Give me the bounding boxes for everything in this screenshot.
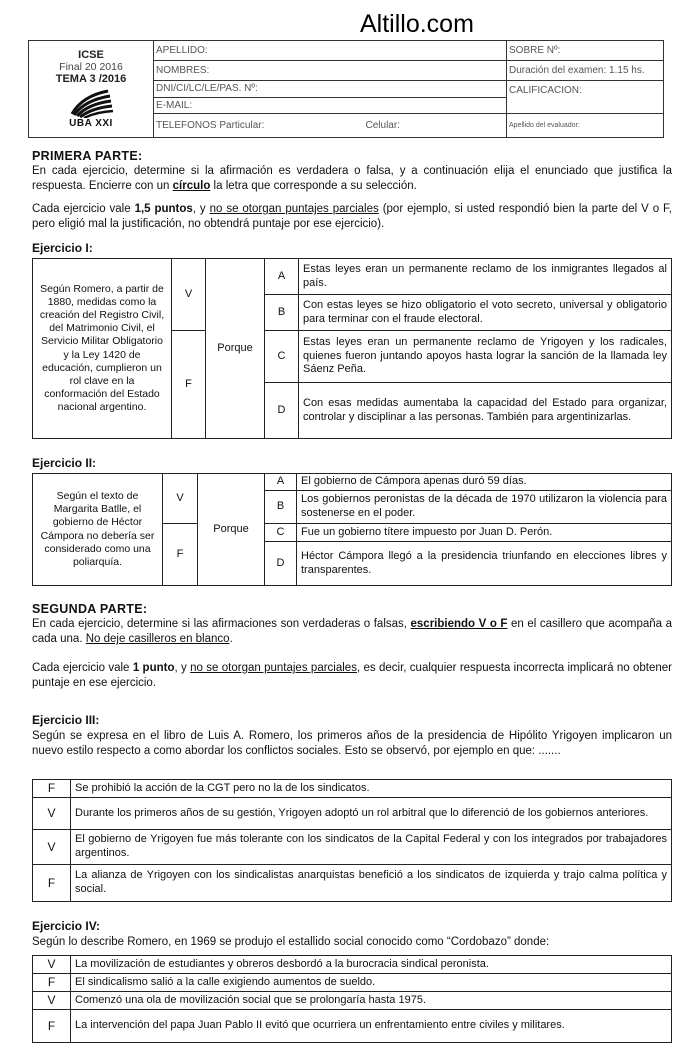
- duracion-label: Duración del examen: 1.15 hs.: [507, 61, 664, 81]
- ex1-option-b: Con estas leyes se hizo obligatorio el voto secreto, universal y obligatorio para terminar con el fraude electoral.: [299, 295, 672, 331]
- ex1-v-option[interactable]: V: [172, 259, 206, 331]
- ex1-porque: Porque: [206, 259, 265, 439]
- ex2-letter-c[interactable]: C: [265, 524, 297, 542]
- dni-field[interactable]: DNI/CI/LC/LE/PAS. Nº:: [154, 81, 507, 97]
- ex2-letter-a[interactable]: A: [265, 474, 297, 491]
- ex2-option-a: El gobierno de Cámpora apenas duró 59 días.: [297, 474, 672, 491]
- watermark-text: Altillo.com: [360, 10, 474, 38]
- apellido-field[interactable]: APELLIDO:: [154, 41, 507, 61]
- part1-section: [32, 148, 672, 257]
- ex1-letter-a[interactable]: A: [265, 259, 299, 295]
- ex1-option-a: Estas leyes eran un permanente reclamo de los inmigrantes llegados al país.: [299, 259, 672, 295]
- ex2-option-c: Fue un gobierno títere impuesto por Juan D. Perón.: [297, 524, 672, 542]
- ex4-statement-2: El sindicalismo salió a la calle exigiendo aumentos de sueldo.: [71, 974, 672, 992]
- part2-instructions: En cada ejercicio, determine si las afirmaciones son verdaderas o falsas, escribiendo V o F en el casillero que acompaña a cada una. No deje casilleros en blanco.: [32, 618, 672, 646]
- ex4-mark-4[interactable]: F: [33, 1010, 71, 1043]
- tema-label: TEMA 3 /2016: [55, 73, 127, 86]
- nombres-field[interactable]: NOMBRES:: [154, 61, 507, 81]
- sobre-field[interactable]: SOBRE Nº:: [507, 41, 664, 61]
- ex1-letter-b[interactable]: B: [265, 295, 299, 331]
- ex4-statement-4: La intervención del papa Juan Pablo II evitó que ocurriera un enfrentamiento entre civiles y militares.: [71, 1010, 672, 1043]
- institution-label: ICSE: [78, 48, 104, 61]
- ex1-statement: Según Romero, a partir de 1880, medidas como la creación del Registro Civil, del Matrimonio Civil, el Servicio Militar Obligatorio y la Ley 1420 de educación, cumplieron un rol clave en la conformación del Estado nacional argentino.: [33, 259, 172, 439]
- ex4-statement-1: La movilización de estudiantes y obreros desbordó a la burocracia sindical peronista.: [71, 956, 672, 974]
- exam-label: Final 20 2016: [59, 61, 123, 74]
- ex3-intro: Según se expresa en el libro de Luis A. Romero, los primeros años de la presidencia de Hipólito Yrigoyen implicaron un nuevo estilo respecto a como abordar los conflictos sociales. Esto se observó, por ejemplo en que: .......: [32, 729, 672, 757]
- ex2-option-b: Los gobiernos peronistas de la década de 1970 utilizaron la violencia para sostenerse en el poder.: [297, 491, 672, 524]
- ex3-mark-3[interactable]: V: [33, 830, 71, 865]
- ex2-table: [32, 473, 672, 586]
- part1-value: Cada ejercicio vale 1,5 puntos, y no se otorgan puntajes parciales (por ejemplo, si usted respondió bien la parte del V o F, pero eligió mal la justificación, no obtendrá puntaje por ese ejercicio).: [32, 203, 673, 231]
- ex4-statement-3: Comenzó una ola de movilización social que se prolongaría hasta 1975.: [71, 992, 672, 1010]
- ex1-table: [32, 258, 672, 439]
- ex2-option-d: Héctor Cámpora llegó a la presidencia triunfando en elecciones libres y transparentes.: [297, 542, 672, 586]
- ex3-statement-1: Se prohibió la acción de la CGT pero no la de los sindicatos.: [71, 780, 672, 798]
- celular-field[interactable]: Celular:: [364, 113, 507, 137]
- ex4-intro: Según lo describe Romero, en 1969 se produjo el estallido social conocido como “Cordobazo” donde:: [32, 935, 550, 948]
- calificacion-field[interactable]: CALIFICACION:: [507, 81, 664, 113]
- ex2-f-option[interactable]: F: [163, 524, 198, 586]
- ex4-table: [32, 955, 672, 1043]
- ex2-letter-d[interactable]: D: [265, 542, 297, 586]
- part1-title: PRIMERA PARTE:: [32, 149, 143, 163]
- ex1-option-d: Con esas medidas aumentaba la capacidad del Estado para organizar, controlar y disciplinar a las personas. También para argentinizarlas.: [299, 383, 672, 439]
- ex1-f-option[interactable]: F: [172, 331, 206, 439]
- exam-header: [28, 40, 664, 138]
- part1-instructions: En cada ejercicio, determine si la afirmación es verdadera o falsa, y a continuación elija el enunciado que justifica la respuesta. Encierre con un círculo la letra que corresponde a su selección.: [32, 165, 672, 193]
- ex1-title: Ejercicio I:: [32, 241, 93, 255]
- ex3-mark-4[interactable]: F: [33, 865, 71, 902]
- part2-value: Cada ejercicio vale 1 punto, y no se otorgan puntajes parciales, es decir, cualquier respuesta incorrecta implicará no obtener puntaje en ese ejercicio.: [32, 662, 672, 690]
- ex4-mark-3[interactable]: V: [33, 992, 71, 1010]
- ex4-section: [32, 919, 672, 950]
- ex3-statement-2: Durante los primeros años de su gestión, Yrigoyen adoptó un rol arbitral que lo diferenció de los gobiernos anteriores.: [71, 798, 672, 830]
- logo-block: [29, 41, 154, 138]
- telefono-field[interactable]: TELEFONOS Particular:: [154, 113, 364, 137]
- ex2-title: Ejercicio II:: [32, 456, 97, 470]
- ex1-letter-c[interactable]: C: [265, 331, 299, 383]
- evaluador-field[interactable]: Apellido del evaluador:: [507, 113, 664, 137]
- ex4-title: Ejercicio IV:: [32, 919, 101, 933]
- logo-caption: UBA XXI: [69, 117, 113, 129]
- ex3-statement-4: La alianza de Yrigoyen con los sindicalistas anarquistas benefició a los sindicatos de izquierda y trajo calma política y social.: [71, 865, 672, 902]
- ex4-mark-2[interactable]: F: [33, 974, 71, 992]
- ex4-mark-1[interactable]: V: [33, 956, 71, 974]
- part2-title: SEGUNDA PARTE:: [32, 602, 148, 616]
- ex1-letter-d[interactable]: D: [265, 383, 299, 439]
- ex3-table: [32, 779, 672, 902]
- part2-section: [32, 601, 672, 691]
- ex2-letter-b[interactable]: B: [265, 491, 297, 524]
- uba-logo-icon: [68, 88, 114, 118]
- ex3-title: Ejercicio III:: [32, 713, 100, 727]
- ex2-porque: Porque: [198, 474, 265, 586]
- ex3-mark-2[interactable]: V: [33, 798, 71, 830]
- ex2-statement: Según el texto de Margarita Batlle, el gobierno de Héctor Cámpora no debería ser considerado como una poliarquía.: [33, 474, 163, 586]
- ex3-section: [32, 713, 672, 758]
- ex3-mark-1[interactable]: F: [33, 780, 71, 798]
- ex2-v-option[interactable]: V: [163, 474, 198, 524]
- ex1-option-c: Estas leyes eran un permanente reclamo de Yrigoyen y los radicales, quienes fueron juntando apoyos hasta lograr la sanción de la llamada ley Sáenz Peña.: [299, 331, 672, 383]
- ex3-statement-3: El gobierno de Yrigoyen fue más tolerante con los sindicatos de la Capital Federal y con los integrados por trabajadores argentinos.: [71, 830, 672, 865]
- email-field[interactable]: E-MAIL:: [154, 97, 507, 113]
